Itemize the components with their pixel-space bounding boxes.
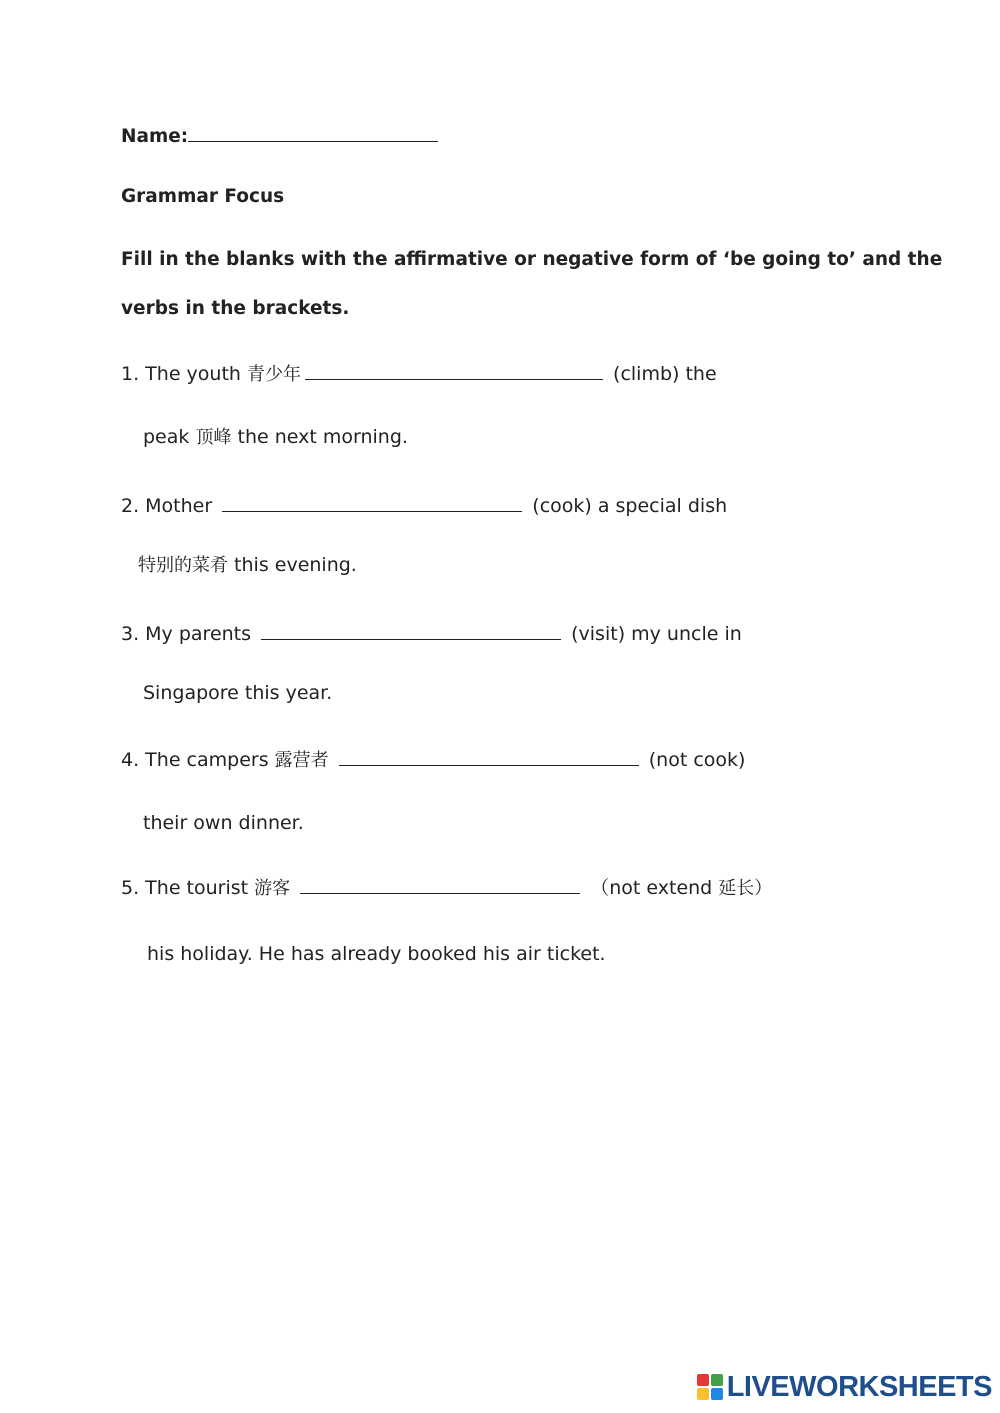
name-line [121,121,438,149]
question-5-prefix-cjk: 游客 [254,878,291,899]
question-3 [121,619,742,646]
name-label: Name: [121,126,189,147]
question-3-prefix: 3. My parents [121,623,252,645]
question-4-prefix: 4. The campers [121,749,269,771]
name-field[interactable] [188,121,438,142]
question-1-continuation-start: peak [143,426,190,448]
logo-mark-icon [697,1374,723,1400]
question-1 [121,359,717,387]
question-3-hint: (visit) my uncle in [571,623,742,645]
question-5 [121,873,772,901]
question-5-answer-blank[interactable] [300,873,580,894]
question-5-hint-cjk: 延长） [718,878,773,899]
question-2-hint: (cook) a special dish [532,495,728,517]
question-1-continuation-cjk: 顶峰 [195,427,232,448]
instruction-line-1: Fill in the blanks with the affirmative or negative form of ‘be going to’ and the [121,249,943,270]
question-4-hint: (not cook) [648,749,746,771]
question-2-continuation-end: this evening. [234,554,357,576]
question-1-prefix-cjk: 青少年 [247,364,301,385]
logo-square-blue [711,1388,723,1400]
logo-text: LIVEWORKSHEETS [726,1370,992,1403]
logo-square-yellow [697,1388,709,1400]
question-2-answer-blank[interactable] [222,491,522,512]
question-2 [121,491,727,518]
liveworksheets-logo [697,1367,992,1407]
question-1-answer-blank[interactable] [305,359,603,380]
question-2-continuation [138,553,357,578]
question-1-continuation [143,425,408,450]
question-5-hint: （not extend [590,877,713,899]
instruction-line-2: verbs in the brackets. [121,298,350,319]
question-4-prefix-cjk: 露营者 [274,750,329,771]
question-4-continuation: their own dinner. [143,812,304,834]
logo-square-red [697,1374,709,1386]
question-1-hint: (climb) the [613,363,717,385]
section-title: Grammar Focus [121,186,285,207]
question-5-continuation: his holiday. He has already booked his air ticket. [147,943,606,965]
question-1-prefix: 1. The youth [121,363,241,385]
question-3-continuation: Singapore this year. [143,682,333,704]
question-2-continuation-cjk: 特别的菜肴 [138,555,228,576]
question-4 [121,745,745,773]
question-4-answer-blank[interactable] [339,745,639,766]
logo-square-green [711,1374,723,1386]
question-2-prefix: 2. Mother [121,495,213,517]
question-5-prefix: 5. The tourist [121,877,249,899]
question-3-answer-blank[interactable] [261,619,561,640]
question-1-continuation-end: the next morning. [237,426,408,448]
